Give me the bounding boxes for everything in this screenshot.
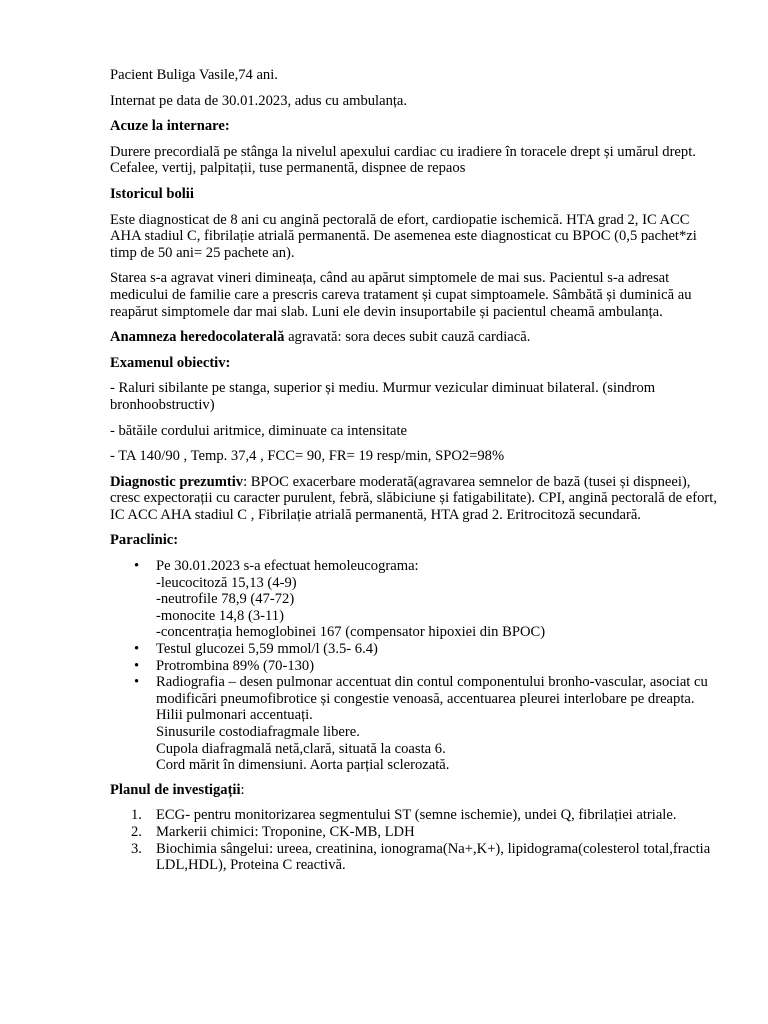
glucose-text: Testul glucozei 5,59 mmol/l (3.5- 6.4) — [156, 641, 378, 658]
complaints-heading: Acuze la internare: — [110, 118, 230, 135]
heredo-text: agravată: sora deces subit cauză cardiacă. — [284, 329, 531, 346]
history-paragraph-2: Starea s-a agravat vineri dimineața, când au apărut simptomele de mai sus. Pacientul s-a adresat medicului de familie care a prescris careva tratament și cupat simptoamele. Sâmbătă și duminică au reapărut simptomele dar mai slab. Luni ele devin insuportabile și pacientul cheamă ambulanța. — [110, 270, 692, 320]
diagnosis-text: : BPOC exacerbare moderată(agravarea semnelor de bază (tusei și dispneei), cresc expectorații cu caracter purulent, febră, slăbiciune și fatigabilitate). CPI, angină pectorală de efort, IC ACC AHA stadiul C , Fibrilație atrială permanentă, HTA grad 2. Eritrocitoză secundară. — [110, 473, 717, 523]
heredo-paragraph — [110, 329, 720, 346]
plan-heading-line — [110, 782, 720, 799]
prothrombin-text: Protrombina 89% (70-130) — [156, 657, 315, 674]
document-page — [110, 67, 720, 874]
paraclinic-heading: Paraclinic: — [110, 532, 179, 549]
complaints-text: Durere precordială pe stânga la nivelul apexului cardiac cu iradiere în toracele drept și umărul drept. Cefalee, vertij, palpitații, tuse permanentă, dispnee de repaos — [110, 143, 696, 177]
exam-line-1: - Raluri sibilante pe stanga, superior și mediu. Murmur vezicular diminuat bilateral. (sindrom bronhoobstructiv) — [110, 380, 656, 413]
item-text: Markerii chimici: Troponine, CK-MB, LDH — [156, 823, 415, 840]
list-item — [131, 823, 720, 841]
hemogram-line: -monocite 14,8 (3-11) — [156, 607, 284, 624]
plan-heading: Planul de investigații — [110, 781, 241, 798]
exam-line-2: - bătăile cordului aritmice, diminuate ca intensitate — [110, 422, 408, 439]
hemogram-line: -neutrofile 78,9 (47-72) — [156, 591, 295, 608]
list-item — [131, 840, 720, 874]
exam-heading: Examenul obiectiv: — [110, 354, 231, 371]
list-item — [156, 558, 720, 641]
list-item — [156, 658, 720, 675]
xray-line: Sinusurile costodiafragmale libere. — [156, 724, 360, 740]
item-number: 2. — [131, 823, 142, 840]
xray-line: Cord mărit în dimensiuni. Aorta parțial sclerozată. — [156, 757, 450, 774]
heredo-heading: Anamneza heredocolaterală — [110, 329, 285, 346]
history-paragraph-1: Este diagnosticat de 8 ani cu angină pectorală de efort, cardiopatie ischemică. HTA grad 2, IC ACC AHA stadiul C, fibrilație atrială permanentă. De asemenea este diagnosticat cu BPOC (0,5 pachet*zi timp de 50 ani= 25 pachete an). — [110, 211, 697, 261]
paraclinic-list — [110, 558, 720, 774]
xray-title: • Radiografia – desen pulmonar accentuat din contul componentului bronho-vascular, asociat cu modificări pneumofibrotice și congestie venoasă, accentuarea pleurei interlobare pe dreapta. — [156, 674, 708, 707]
hemogram-line: -concentrația hemoglobinei 167 (compensator hipoxiei din BPOC) — [156, 624, 546, 641]
xray-line: Cupola diafragmală netă,clară, situată la coasta 6. — [156, 740, 446, 757]
hemogram-title: • Pe 30.01.2023 s-a efectuat hemoleucograma: — [156, 558, 419, 575]
patient-line: Pacient Buliga Vasile,74 ani. — [110, 67, 278, 83]
xray-line: Hilii pulmonari accentuați. — [156, 707, 313, 724]
item-text: Biochimia sângelui: ureea, creatinina, ionograma(Na+,K+), lipidograma(colesterol total,fractia LDL,HDL), Proteina C reactivă. — [156, 840, 711, 874]
diagnosis-paragraph — [110, 474, 720, 524]
item-number: 3. — [131, 840, 142, 857]
exam-line-3: - TA 140/90 , Temp. 37,4 , FCC= 90, FR= 19 resp/min, SPO2=98% — [110, 448, 505, 465]
hemogram-line: -leucocitoză 15,13 (4-9) — [156, 574, 297, 591]
list-item — [156, 641, 720, 658]
item-text: ECG- pentru monitorizarea segmentului ST (semne ischemie), undei Q, fibrilației atriale. — [156, 807, 677, 824]
admission-line: Internat pe data de 30.01.2023, adus cu ambulanța. — [110, 92, 408, 109]
history-heading: Istoricul bolii — [110, 185, 194, 202]
list-item — [131, 807, 720, 824]
list-item — [156, 674, 720, 774]
plan-heading-colon: : — [240, 781, 245, 798]
diagnosis-heading: Diagnostic prezumtiv — [110, 473, 244, 490]
plan-list — [110, 807, 720, 873]
item-number: 1. — [131, 807, 142, 824]
